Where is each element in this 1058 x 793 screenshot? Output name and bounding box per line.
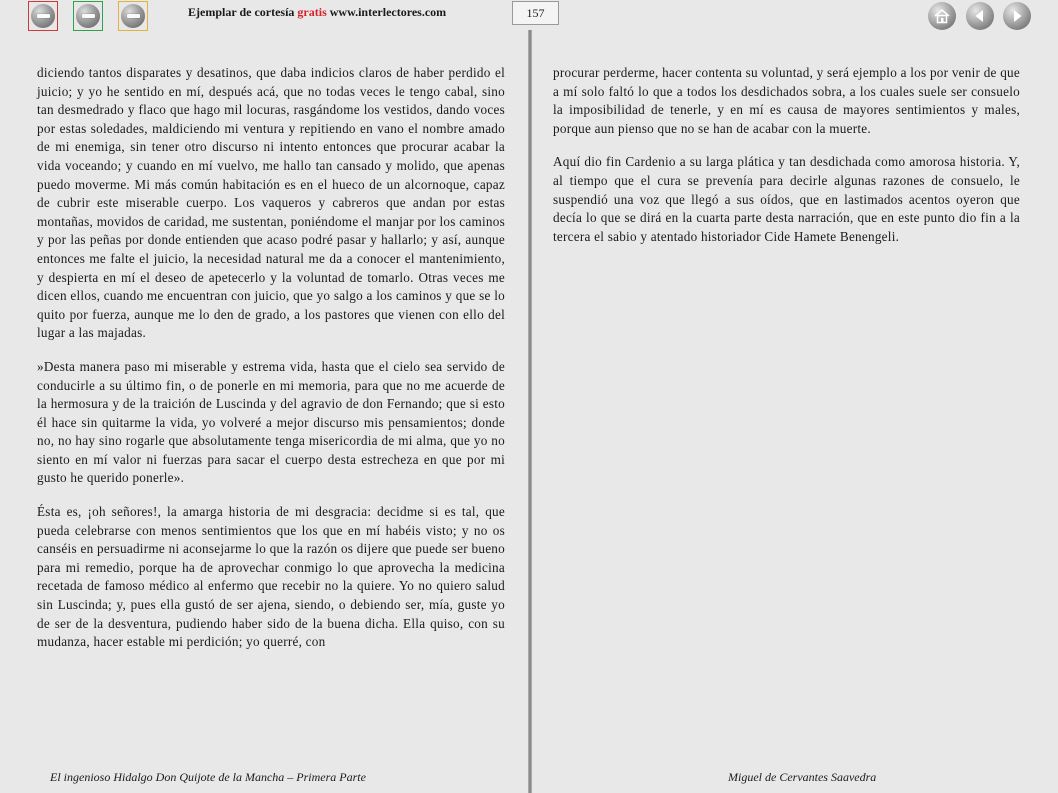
paragraph: »Desta manera paso mi miserable y estrema vida, hasta que el cielo sea servido de conducirle a su último fin, o de ponerle en mi memoria, para que no me acuerde de la hermosura y de la traición de Luscinda y del agravio de don Fernando; que si esto él hace sin quitarme la vida, yo volveré a mejor discurso mis pensamientos; donde no, no hay sino rogarle que absolutamente tenga misericordia de mi alma, que yo no siento en mí valor ni fuerzas para sacar el cuerpo desta estrecheza en que por mi gusto he querido ponerle».: [37, 358, 505, 486]
yellow-minimize-button[interactable]: [118, 1, 148, 31]
header-title: [188, 5, 446, 20]
home-button[interactable]: [928, 2, 956, 30]
left-text-column: [37, 64, 505, 667]
arrow-right-icon: [1008, 7, 1026, 25]
green-minus-icon: [76, 4, 100, 28]
paragraph: procurar perderme, hacer contenta su voluntad, y será ejemplo a los por venir de que a mí solo faltó lo que a todos los desdichados sobra, a los cuales suele ser consuelo la imposibilidad de tenerle, y en mí es causa de mayores sentimientos y males, porque aun pienso que no se han de acabar con la muerte.: [553, 65, 1020, 136]
header-title-gratis: gratis: [297, 5, 327, 19]
page-number: 157: [512, 1, 559, 25]
yellow-minus-icon: [121, 4, 145, 28]
home-icon: [933, 7, 951, 25]
page-divider: [528, 30, 532, 793]
arrow-left-icon: [971, 7, 989, 25]
footer-book-title: El ingenioso Hidalgo Don Quijote de la Mancha – Primera Parte: [50, 770, 366, 784]
header-title-url[interactable]: www.interlectores.com: [329, 5, 447, 19]
green-minimize-button[interactable]: [73, 1, 103, 31]
red-minus-icon: [31, 4, 55, 28]
right-text-column: [553, 64, 1020, 261]
next-page-button[interactable]: [1003, 2, 1031, 30]
previous-page-button[interactable]: [966, 2, 994, 30]
paragraph: Ésta es, ¡oh señores!, la amarga historia de mi desgracia: decidme si es tal, que pueda celebrarse con menos sentimientos que los que en mí habéis visto; y no os canséis en persuadirme ni aconsejarme lo que la razón os dijere que puede ser bueno para mi remedio, porque ha de aprovechar conmigo lo que aprovecha la medicina recetada de famoso médico al enfermo que recebir no la quiere. Yo no quiero salud sin Luscinda; y, pues ella gustó de ser ajena, siendo, o debiendo ser, mía, guste yo de ser de la desventura, pudiendo haber sido de la buena dicha. Ella quiso, con su mudanza, hacer estable mi perdición; yo querré, con: [37, 504, 505, 650]
header-title-prefix: Ejemplar de cortesía: [188, 5, 295, 19]
paragraph: diciendo tantos disparates y desatinos, que daba indicios claros de haber perdido el juicio; y yo he sentido en mí, después acá, que no todas veces le tengo cabal, sino tan desmedrado y flaco que hago mil locuras, rasgándome los vestidos, dando voces por estas soledades, maldiciendo mi ventura y repitiendo en vano el nombre amado de mi enemiga, sin tener otro discurso ni intento entonces que procurar acabar la vida voceando; y cuando en mí vuelvo, me hallo tan cansado y molido, que apenas puedo moverme. Mi más común habitación es en el hueco de un alcornoque, capaz de cubrir este miserable cuerpo. Los vaqueros y cabreros que andan por estas montañas, movidos de caridad, me sustentan, poniéndome el manjar por los caminos y por las peñas por donde entienden que acaso podré pasar y hallarlo; y así, aunque entonces me falte el juicio, la necesidad natural me da a conocer el mantenimiento, y despierta en mí el deseo de apetecerlo y la voluntad de tomarlo. Otras veces me dicen ellos, cuando me encuentran con juicio, que yo salgo a los caminos y que se lo quito por fuerza, aunque me lo den de grado, a los pastores que vienen con ello del lugar a las majadas.: [37, 65, 505, 341]
footer-author: Miguel de Cervantes Saavedra: [728, 770, 877, 784]
red-minimize-button[interactable]: [28, 1, 58, 31]
paragraph: Aquí dio fin Cardenio a su larga plática y tan desdichada como amorosa historia. Y, al tiempo que el cura se prevenía para decirle algunas razones de consuelo, le suspendió una voz que llegó a sus oídos, que en lastimados acentos oyeron que decía lo que se dirá en la cuarta parte desta narración, que en este punto dio fin a la tercera el sabio y atentado historiador Cide Hamete Benengeli.: [553, 154, 1020, 244]
